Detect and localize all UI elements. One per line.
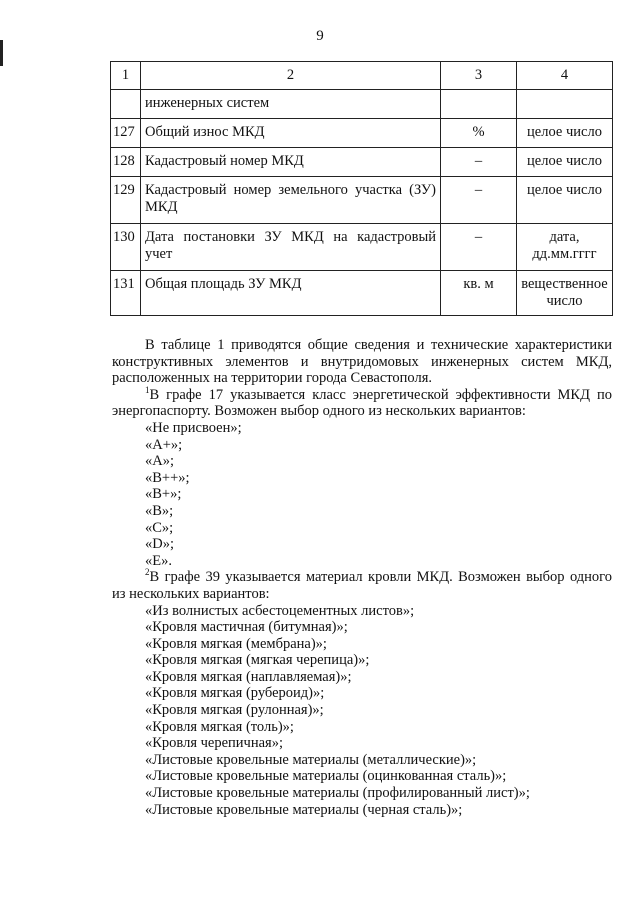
row-unit: % xyxy=(441,119,517,148)
footnote-1-paragraph xyxy=(112,384,612,420)
row-unit: – xyxy=(441,177,517,224)
row-type xyxy=(517,90,613,119)
footnote-2-text: В графе 39 указывается материал кровли МКД. Возможен выбор одного из нескольких вариантов: xyxy=(112,569,612,602)
list-item: «В++»; xyxy=(145,469,190,486)
header-col-1: 1 xyxy=(111,62,141,90)
row-number: 129 xyxy=(111,177,141,224)
footnote-2-paragraph xyxy=(112,569,612,602)
table-row xyxy=(111,224,613,271)
row-name: Общий износ МКД xyxy=(141,119,441,148)
row-type: вещественное число xyxy=(517,271,613,316)
list-item: «Кровля мягкая (рулонная)»; xyxy=(145,702,324,719)
header-col-4: 4 xyxy=(517,62,613,90)
row-type: целое число xyxy=(517,148,613,177)
body-text xyxy=(112,337,612,818)
row-type: целое число xyxy=(517,177,613,224)
table-row xyxy=(111,271,613,316)
list-item: «Листовые кровельные материалы (оцинкованная сталь)»; xyxy=(145,768,507,785)
row-number: 128 xyxy=(111,148,141,177)
table-row xyxy=(111,148,613,177)
list-item: «Листовые кровельные материалы (черная сталь)»; xyxy=(145,801,463,818)
list-item: «Кровля мягкая (мембрана)»; xyxy=(145,635,327,652)
row-unit: – xyxy=(441,148,517,177)
row-unit: – xyxy=(441,224,517,271)
row-number: 127 xyxy=(111,119,141,148)
list-item: «А»; xyxy=(145,453,174,470)
row-type: целое число xyxy=(517,119,613,148)
list-item: «Кровля мягкая (наплавляемая)»; xyxy=(145,668,352,685)
footnote-1-marker: 1 xyxy=(145,384,150,395)
intro-paragraph: В таблице 1 приводятся общие сведения и технические характеристики конструктивных элементов и внутридомовых инженерных систем МКД, расположенных на территории города Севастополя. xyxy=(112,337,612,387)
list-item: «Кровля мягкая (мягкая черепица)»; xyxy=(145,652,370,669)
table-row xyxy=(111,119,613,148)
list-item: «В+»; xyxy=(145,486,182,503)
row-unit xyxy=(441,90,517,119)
row-unit: кв. м xyxy=(441,271,517,316)
header-col-3: 3 xyxy=(441,62,517,90)
list-item: «Кровля мастичная (битумная)»; xyxy=(145,619,348,636)
list-item: «Листовые кровельные материалы (профилированный лист)»; xyxy=(145,785,530,802)
list-item: «D»; xyxy=(145,536,174,553)
list-item: «Е». xyxy=(145,552,172,569)
footnote-2-marker: 2 xyxy=(145,567,150,578)
row-name: Общая площадь ЗУ МКД xyxy=(141,271,441,316)
table-header-row xyxy=(111,62,613,90)
row-number xyxy=(111,90,141,119)
row-name: Дата постановки ЗУ МКД на кадастровый учет xyxy=(141,224,441,271)
row-name: инженерных систем xyxy=(141,90,441,119)
table-row xyxy=(111,177,613,224)
list-item: «А+»; xyxy=(145,436,183,453)
row-name: Кадастровый номер земельного участка (ЗУ) МКД xyxy=(141,177,441,224)
list-item: «Кровля мягкая (рубероид)»; xyxy=(145,685,325,702)
list-item: «С»; xyxy=(145,519,174,536)
list-item: «Кровля мягкая (толь)»; xyxy=(145,718,294,735)
list-item: «Из волнистых асбестоцементных листов»; xyxy=(145,602,415,619)
row-number: 130 xyxy=(111,224,141,271)
page-number: 9 xyxy=(316,28,324,44)
table-row xyxy=(111,90,613,119)
list-item: «Кровля черепичная»; xyxy=(145,735,283,752)
data-table xyxy=(110,61,613,316)
row-name: Кадастровый номер МКД xyxy=(141,148,441,177)
list-item: «Не присвоен»; xyxy=(145,419,242,436)
header-col-2: 2 xyxy=(141,62,441,90)
row-number: 131 xyxy=(111,271,141,316)
row-type: дата, дд.мм.гггг xyxy=(517,224,613,271)
list-item: «В»; xyxy=(145,502,174,519)
list-item: «Листовые кровельные материалы (металлические)»; xyxy=(145,751,477,768)
footnote-1-text: В графе 17 указывается класс энергетической эффективности МКД по энергопаспорту. Возможен выбор одного из нескольких вариантов: xyxy=(112,386,612,420)
